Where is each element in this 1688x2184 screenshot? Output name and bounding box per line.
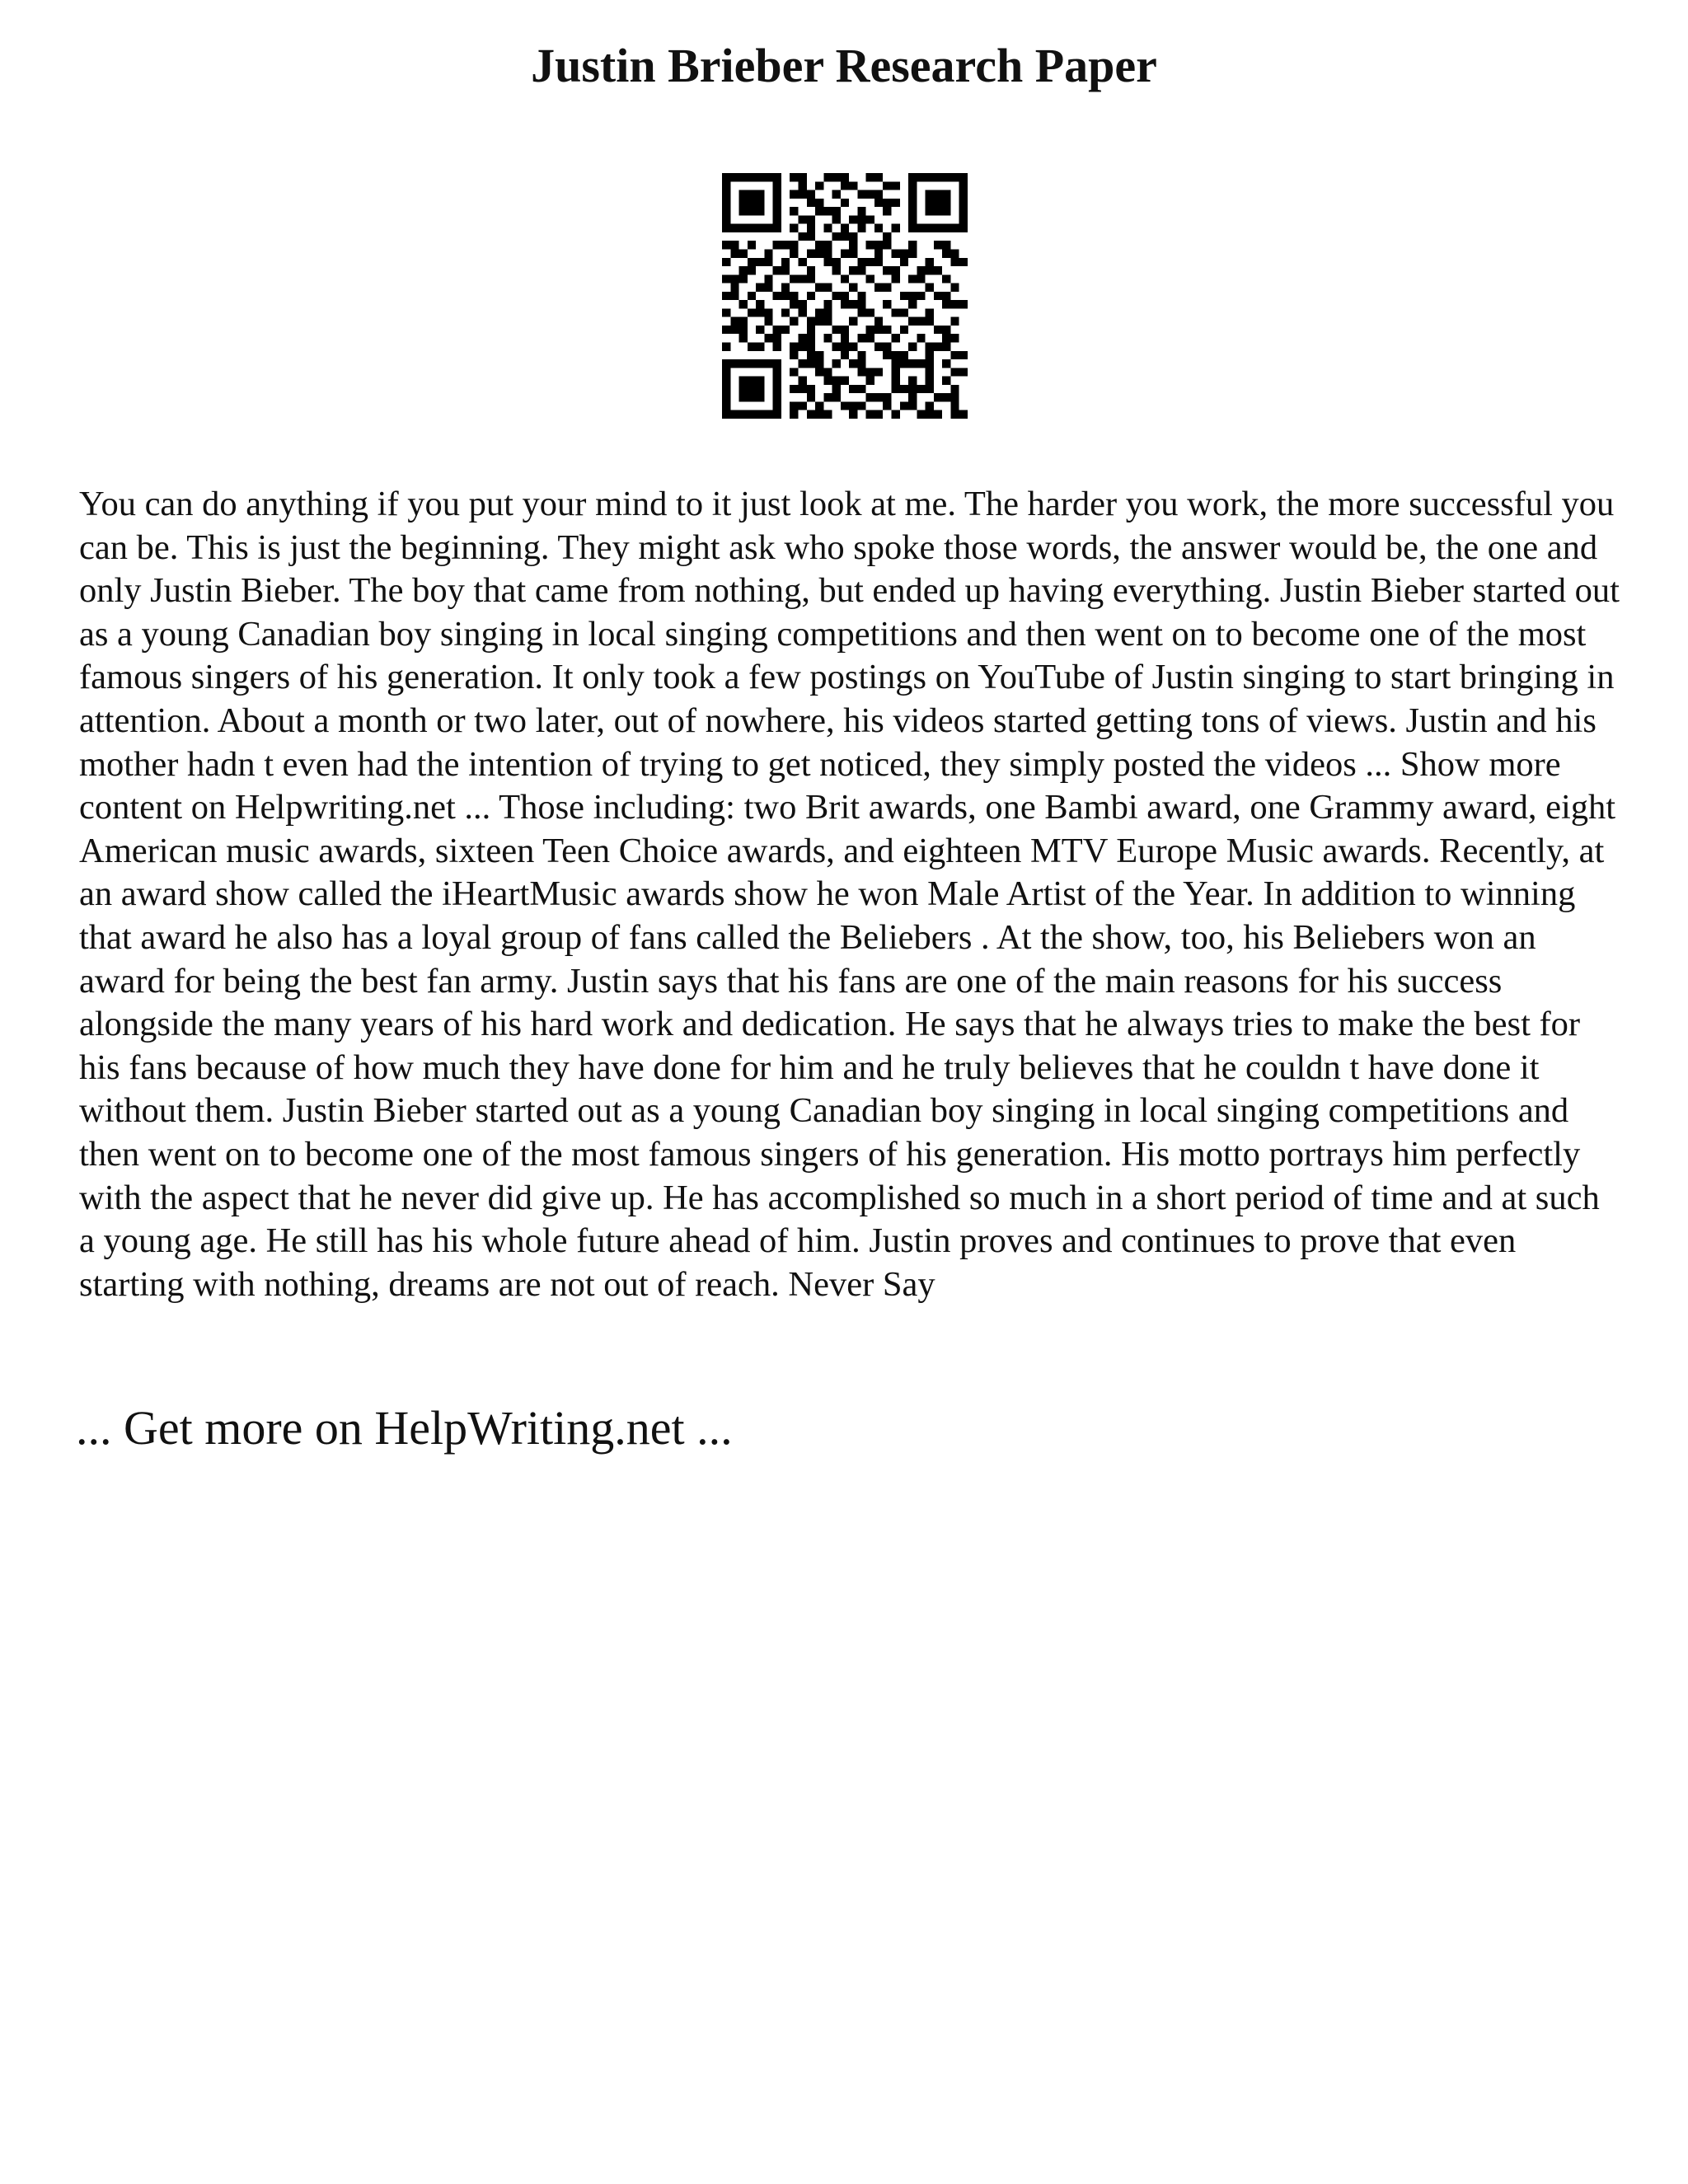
- get-more-link[interactable]: ... Get more on HelpWriting.net ...: [76, 1401, 733, 1455]
- page-title: Justin Brieber Research Paper: [531, 39, 1157, 92]
- body-paragraph: You can do anything if you put your mind to it just look at me. The harder you work, the more successful you can be. This is just the beginning. They might ask who spoke those words, the answer would be, the one and only Justin Bieber. The boy that came from nothing, but ended up having everything. Justin Bieber started out as a young Canadian boy singing in local singing competitions and then went on to become one of the most famous singers of his generation. It only took a few postings on YouTube of Justin singing to start bringing in attention. About a month or two later, out of nowhere, his videos started getting tons of views. Justin and his mother hadn t even had the intention of trying to get noticed, they simply posted the videos ... Show more content on Helpwriting.net ... Those including: two Brit awards, one Bambi award, one Grammy award, eight American music awards, sixteen Teen Choice awards, and eighteen MTV Europe Music awards. Recently, at an award show called the iHeartMusic awards show he won Male Artist of the Year. In addition to winning that award he also has a loyal group of fans called the Beliebers . At the show, too, his Beliebers won an award for being the best fan army. Justin says that his fans are one of the main reasons for his success alongside the many years of his hard work and dedication. He says that he always tries to make the best for his fans because of how much they have done for him and he truly believes that he couldn t have done it without them. Justin Bieber started out as a young Canadian boy singing in local singing competitions and then went on to become one of the most famous singers of his generation. His motto portrays him perfectly with the aspect that he never did give up. He has accomplished so much in a short period of time and at such a young age. He still has his whole future ahead of him. Justin proves and continues to prove that even starting with nothing, dreams are not out of reach. Never Say: [79, 485, 1620, 1304]
- qr-code-icon[interactable]: [722, 173, 968, 419]
